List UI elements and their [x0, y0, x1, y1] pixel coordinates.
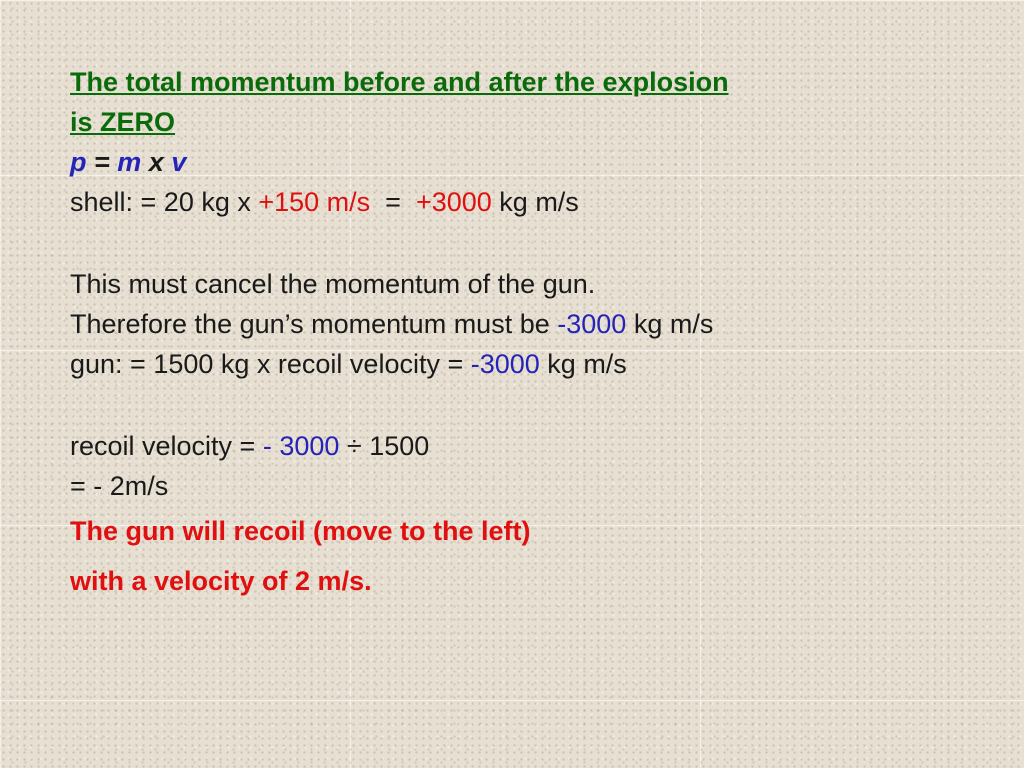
formula-m: m	[117, 147, 142, 177]
recoil-prefix: recoil velocity =	[70, 431, 263, 461]
heading-line-1: The total momentum before and after the explosion	[70, 67, 729, 97]
recoil-calculation	[70, 426, 970, 466]
therefore-line	[70, 304, 970, 344]
shell-mid: =	[370, 187, 416, 217]
therefore-value: -3000	[557, 309, 627, 339]
conclusion-line-1: The gun will recoil (move to the left)	[70, 516, 531, 546]
result-line: = - 2m/s	[70, 471, 169, 501]
gun-value: -3000	[470, 349, 540, 379]
momentum-formula	[70, 142, 970, 182]
therefore-prefix: Therefore the gun’s momentum must be	[70, 309, 558, 339]
cancel-line: This must cancel the momentum of the gun.	[70, 269, 596, 299]
slide-content	[70, 62, 970, 606]
formula-p: p	[70, 147, 87, 177]
gun-unit: kg m/s	[539, 349, 627, 379]
shell-velocity: +150 m/s	[258, 187, 371, 217]
recoil-value: - 3000	[262, 431, 340, 461]
spacer	[70, 222, 970, 264]
therefore-unit: kg m/s	[626, 309, 714, 339]
spacer	[70, 384, 970, 426]
shell-momentum: +3000	[415, 187, 492, 217]
shell-unit: kg m/s	[491, 187, 579, 217]
formula-times: x	[141, 147, 172, 177]
gun-prefix: gun: = 1500 kg x recoil velocity =	[70, 349, 471, 379]
formula-equals: =	[86, 147, 118, 177]
recoil-suffix: ÷ 1500	[339, 431, 430, 461]
shell-prefix: shell: = 20 kg x	[70, 187, 259, 217]
shell-calculation	[70, 182, 970, 222]
formula-v: v	[171, 147, 187, 177]
conclusion-line-2: with a velocity of 2 m/s.	[70, 566, 372, 596]
gun-calculation	[70, 344, 970, 384]
heading-line-2: is ZERO	[70, 107, 176, 137]
